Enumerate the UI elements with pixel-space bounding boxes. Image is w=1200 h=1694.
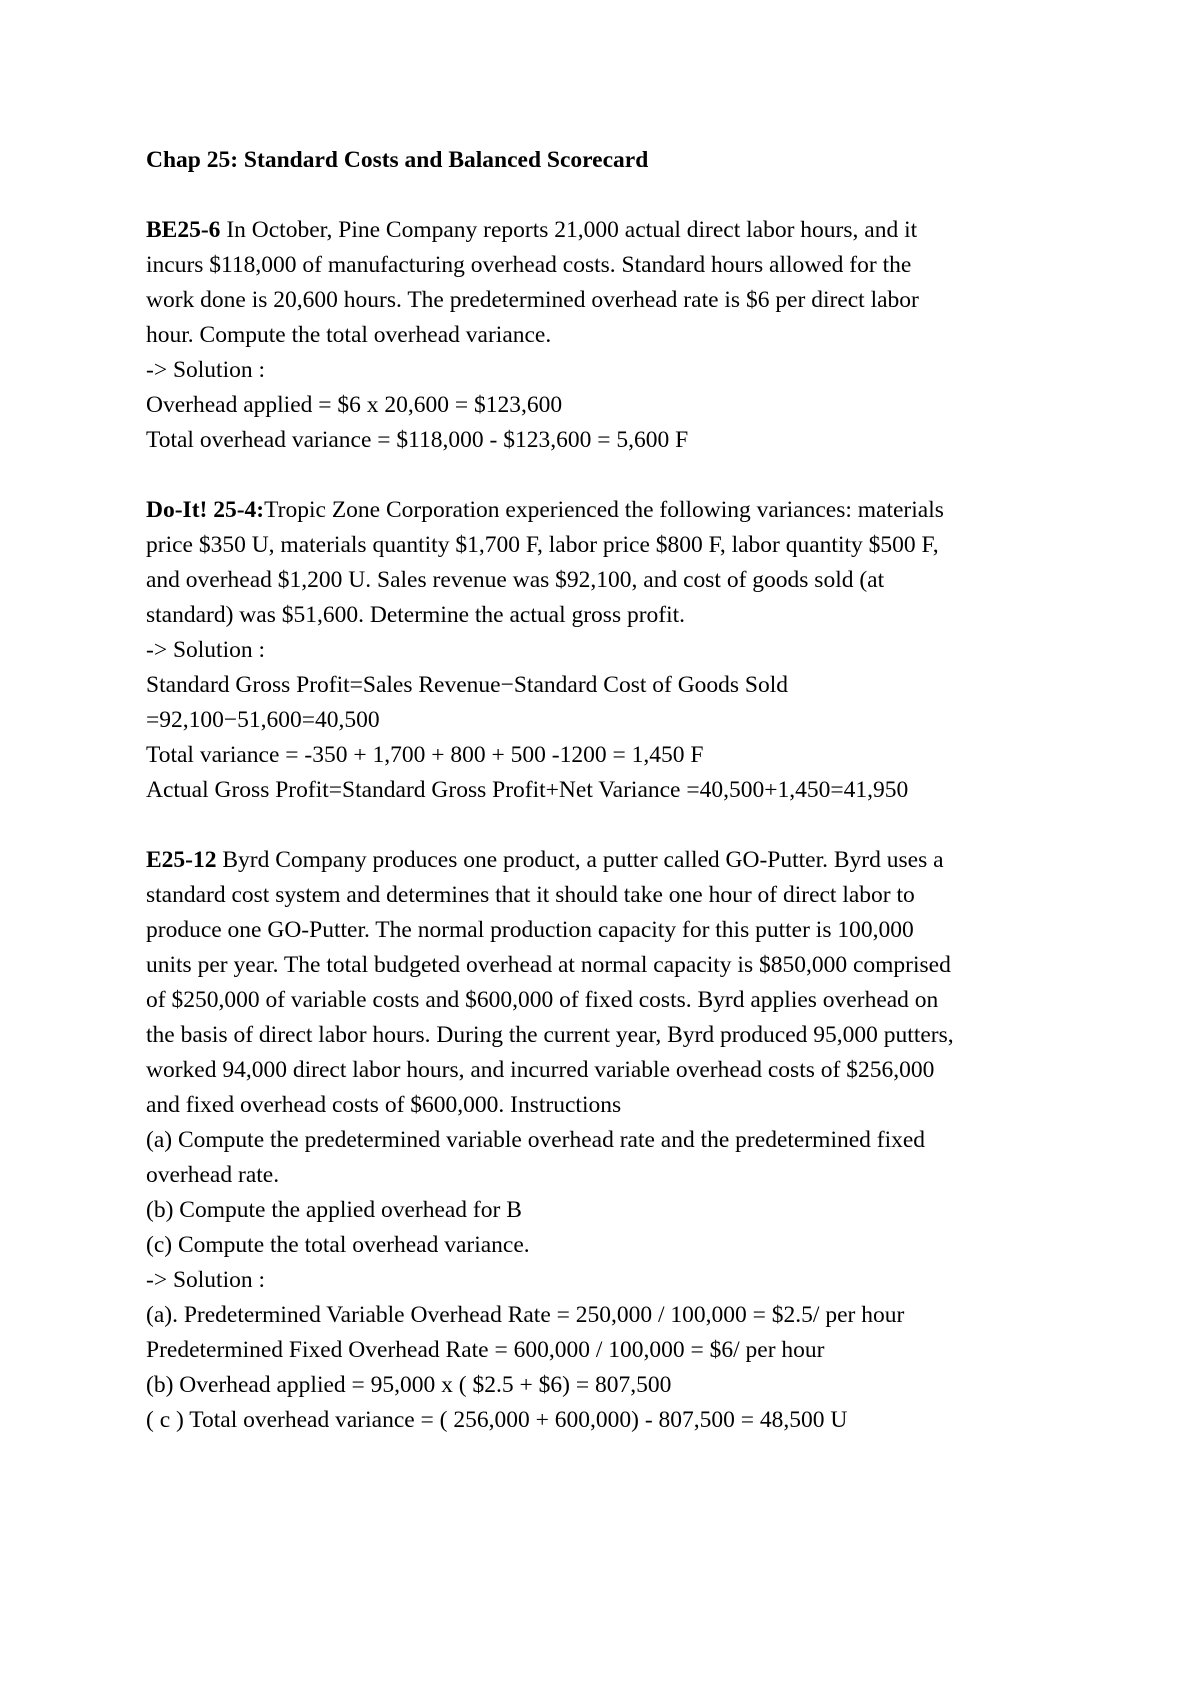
solution-line: Predetermined Fixed Overhead Rate = 600,000 / 100,000 = $6/ per hour <box>146 1337 825 1363</box>
problem-label: Do-It! 25-4: <box>146 497 265 523</box>
problem-text: Tropic Zone Corporation experienced the following variances: materials <box>264 497 944 523</box>
spacer <box>146 178 1086 213</box>
problem-statement-line: produce one GO-Putter. The normal production capacity for this putter is 100,000 <box>146 917 914 943</box>
section-e25-12 <box>146 843 1086 1438</box>
problem-text: In October, Pine Company reports 21,000 actual direct labor hours, and it <box>220 217 918 243</box>
section-be25-6 <box>146 213 1086 458</box>
spacer <box>146 808 1086 843</box>
problem-text: Byrd Company produces one product, a putter called GO-Putter. Byrd uses a <box>216 847 944 873</box>
solution-line: Total variance = -350 + 1,700 + 800 + 500 -1200 = 1,450 F <box>146 742 704 768</box>
problem-statement-line: work done is 20,600 hours. The predetermined overhead rate is $6 per direct labor <box>146 287 919 313</box>
spacer <box>146 458 1086 493</box>
problem-statement-line: and fixed overhead costs of $600,000. Instructions <box>146 1092 622 1118</box>
document-page <box>146 143 1086 1438</box>
solution-line: Standard Gross Profit=Sales Revenue−Standard Cost of Goods Sold <box>146 672 789 698</box>
problem-statement-line: units per year. The total budgeted overhead at normal capacity is $850,000 comprised <box>146 952 951 978</box>
instruction-line: overhead rate. <box>146 1162 280 1188</box>
solution-line: Overhead applied = $6 x 20,600 = $123,600 <box>146 392 563 418</box>
solution-heading: -> Solution : <box>146 1267 266 1293</box>
solution-line: Total overhead variance = $118,000 - $123,600 = 5,600 F <box>146 427 689 453</box>
problem-statement-line: incurs $118,000 of manufacturing overhead costs. Standard hours allowed for the <box>146 252 912 278</box>
problem-label: BE25-6 <box>146 217 221 243</box>
instruction-line: (b) Compute the applied overhead for B <box>146 1197 522 1223</box>
problem-statement-line: hour. Compute the total overhead variance. <box>146 322 552 348</box>
problem-statement-line: of $250,000 of variable costs and $600,000 of fixed costs. Byrd applies overhead on <box>146 987 939 1013</box>
problem-statement-line <box>146 213 1086 248</box>
solution-line: (b) Overhead applied = 95,000 x ( $2.5 + $6) = 807,500 <box>146 1372 672 1398</box>
solution-line: ( c ) Total overhead variance = ( 256,000 + 600,000) - 807,500 = 48,500 U <box>146 1407 848 1433</box>
solution-line: Actual Gross Profit=Standard Gross Profit+Net Variance =40,500+1,450=41,950 <box>146 777 909 803</box>
problem-statement-line: and overhead $1,200 U. Sales revenue was $92,100, and cost of goods sold (at <box>146 567 885 593</box>
problem-statement-line: price $350 U, materials quantity $1,700 F, labor price $800 F, labor quantity $500 F, <box>146 532 939 558</box>
solution-heading: -> Solution : <box>146 357 266 383</box>
instruction-line: (a) Compute the predetermined variable overhead rate and the predetermined fixed <box>146 1127 926 1153</box>
instruction-line: (c) Compute the total overhead variance. <box>146 1232 530 1258</box>
solution-line: (a). Predetermined Variable Overhead Rate = 250,000 / 100,000 = $2.5/ per hour <box>146 1302 905 1328</box>
problem-statement-line <box>146 843 1086 878</box>
document-title: Chap 25: Standard Costs and Balanced Scorecard <box>146 147 649 173</box>
solution-line: =92,100−51,600=40,500 <box>146 707 380 733</box>
problem-statement-line <box>146 493 1086 528</box>
problem-statement-line: worked 94,000 direct labor hours, and incurred variable overhead costs of $256,000 <box>146 1057 935 1083</box>
section-do-it-25-4 <box>146 493 1086 808</box>
problem-label: E25-12 <box>146 847 217 873</box>
solution-heading: -> Solution : <box>146 637 266 663</box>
problem-statement-line: standard) was $51,600. Determine the actual gross profit. <box>146 602 686 628</box>
problem-statement-line: the basis of direct labor hours. During the current year, Byrd produced 95,000 putters, <box>146 1022 954 1048</box>
problem-statement-line: standard cost system and determines that it should take one hour of direct labor to <box>146 882 915 908</box>
